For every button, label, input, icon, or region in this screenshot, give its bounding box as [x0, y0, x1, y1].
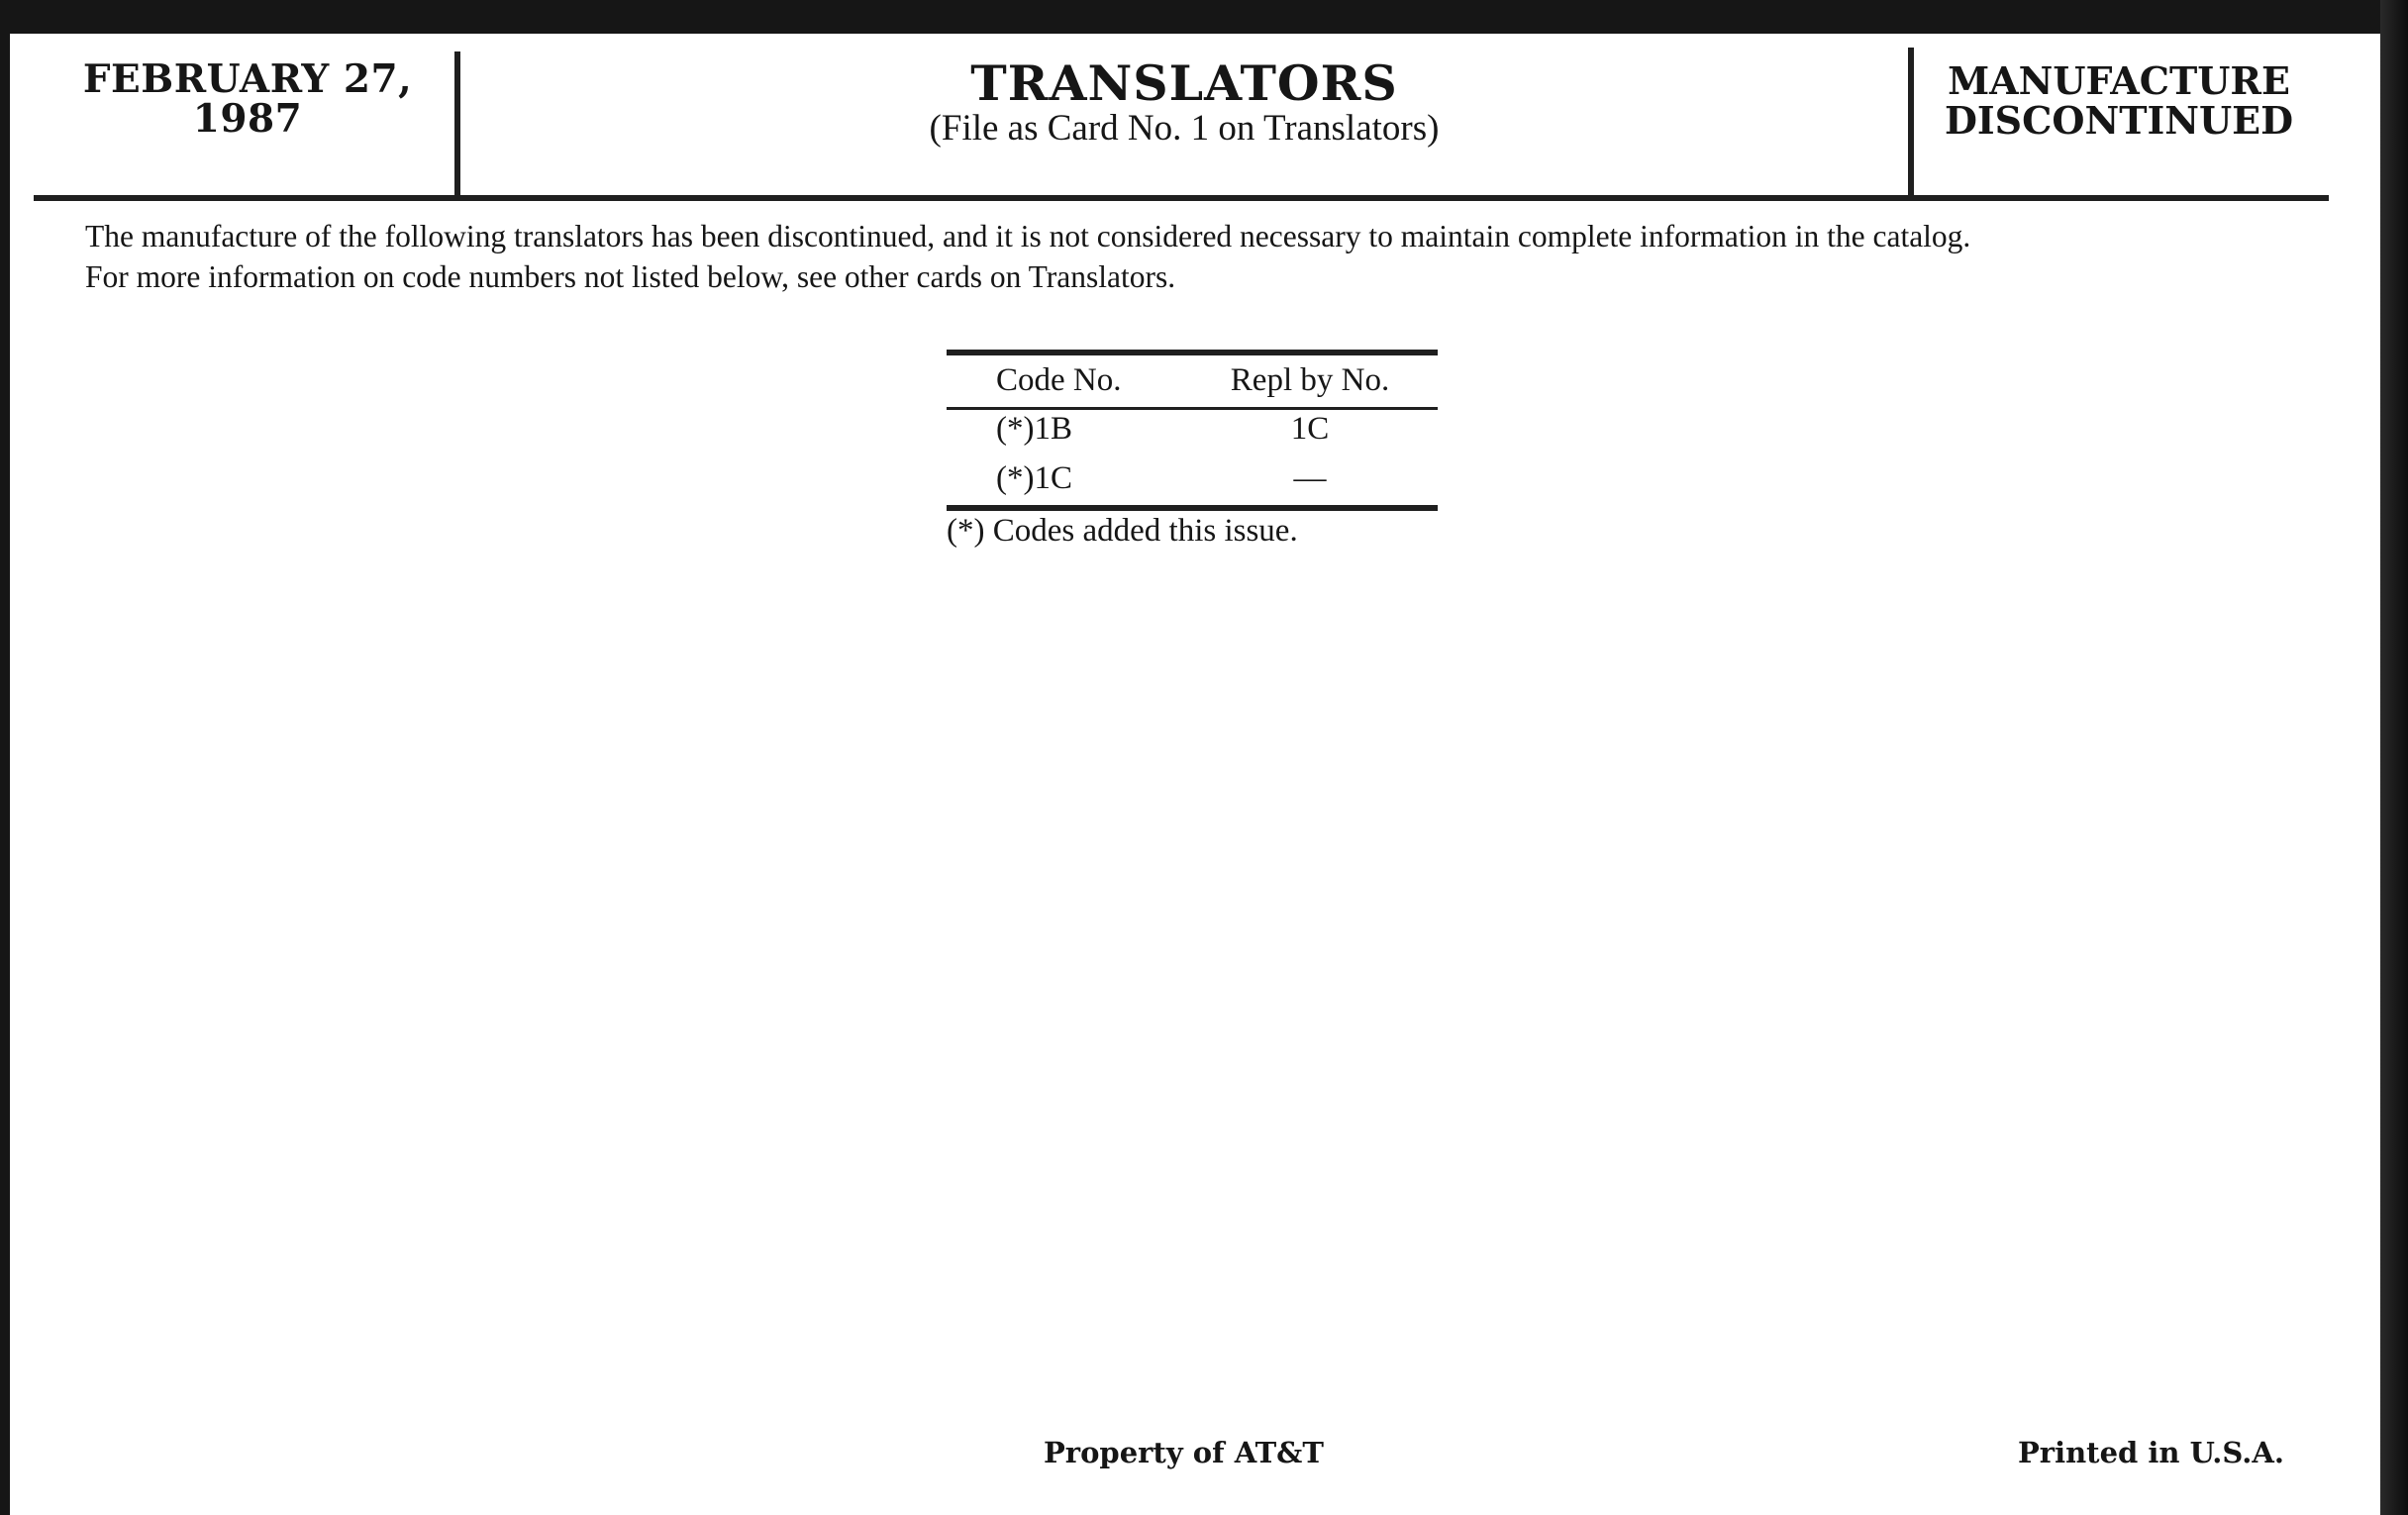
column-header-repl: Repl by No. [1230, 362, 1390, 398]
table-header-rule [947, 407, 1438, 410]
column-header-code: Code No. [996, 362, 1122, 398]
issue-date-line1: FEBRUARY 27, [82, 56, 413, 102]
issue-date-line2: 1987 [192, 96, 303, 142]
row-repl: 1C [1290, 411, 1330, 447]
scan-edge-shadow [2380, 0, 2408, 1515]
table-top-rule [947, 350, 1438, 355]
row-repl: — [1293, 460, 1327, 496]
intro-line2: For more information on code numbers not listed below, see other cards on Translators. [85, 259, 1176, 294]
card-subtitle: (File as Card No. 1 on Translators) [929, 108, 1440, 149]
issue-date [40, 56, 455, 142]
status-line2: DISCONTINUED [1944, 98, 2294, 143]
property-notice: Property of AT&T [1044, 1436, 1324, 1469]
intro-paragraph [85, 216, 2343, 297]
header-bottom-rule [34, 195, 2329, 201]
printed-notice: Printed in U.S.A. [2018, 1436, 2284, 1469]
table-bottom-rule [947, 505, 1438, 511]
row-code: (*)1B [996, 411, 1072, 447]
intro-line1: The manufacture of the following translators has been discontinued, and it is not considered necessary to maintain complete information in the catalog. [85, 219, 1971, 253]
row-code: (*)1C [996, 460, 1072, 496]
card-title: TRANSLATORS [970, 54, 1398, 112]
status-line1: MANUFACTURE [1948, 58, 2290, 103]
status-label [1921, 58, 2317, 143]
table-footnote: (*) Codes added this issue. [947, 513, 1298, 549]
card-title-block [457, 54, 1911, 149]
